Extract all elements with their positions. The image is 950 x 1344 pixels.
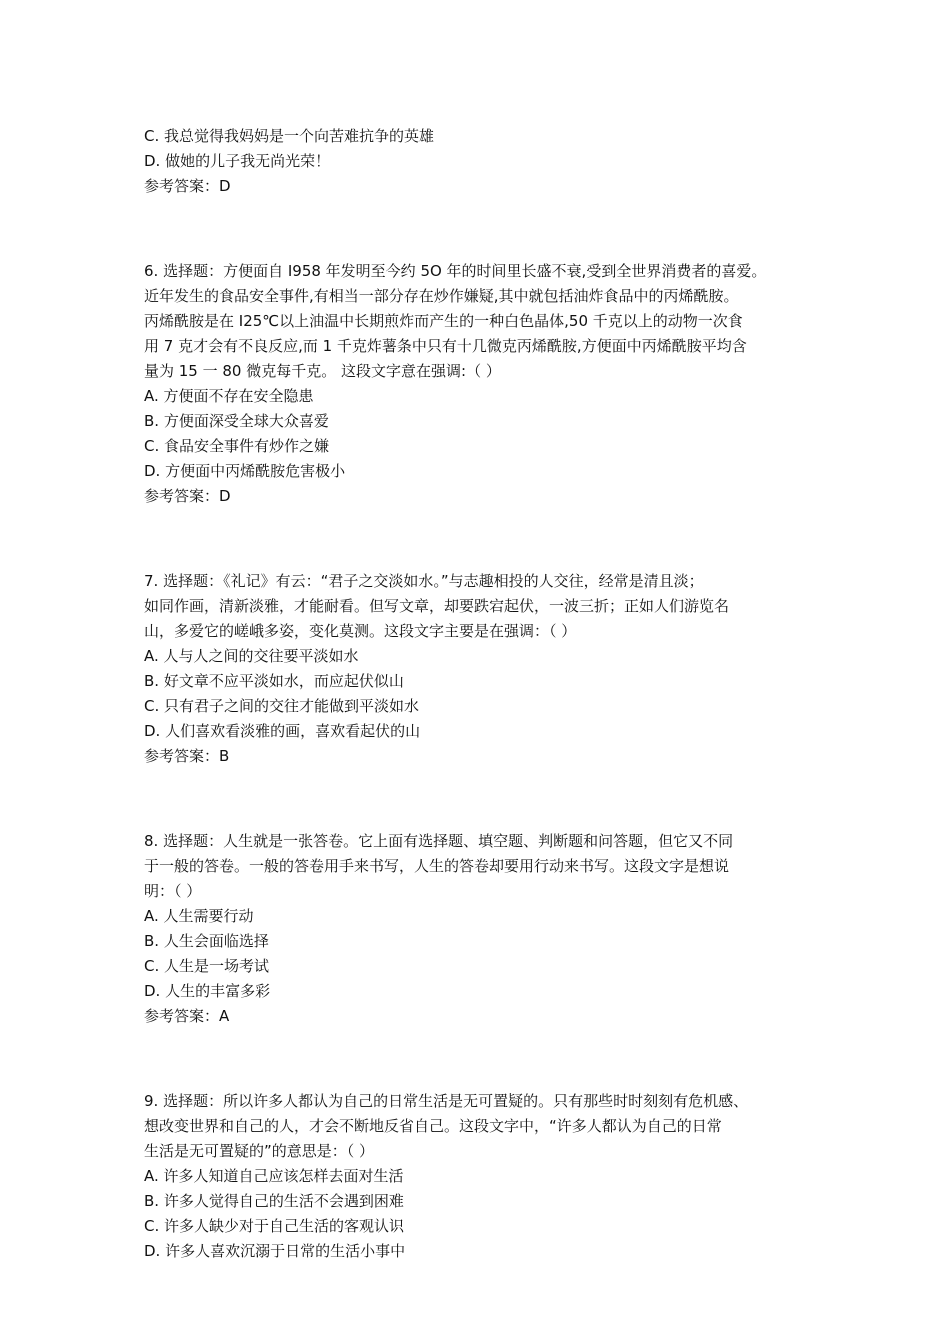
option-d: D. 人们喜欢看淡雅的画，喜欢看起伏的山 [144,722,421,740]
stem-line: 生活是无可置疑的”的意思是：（ ） [144,1142,375,1160]
option-c: C. 许多人缺少对于自己生活的客观认识 [144,1217,405,1235]
stem-line: 用 7 克才会有不良反应,而 1 千克炸薯条中只有十几微克丙烯酰胺,方便面中丙烯酰胺平均含 [144,337,747,355]
stem-line: 明：（ ） [144,882,202,900]
question-stem [144,569,834,644]
option-a: A. 方便面不存在安全隐患 [144,387,314,405]
question-9 [144,1089,834,1264]
reference-answer: 参考答案：D [144,177,231,195]
stem-line: 如同作画，清新淡雅，才能耐看。但写文章，却要跌宕起伏，一波三折；正如人们游览名 [144,597,730,615]
stem-line: 9. 选择题：所以许多人都认为自己的日常生活是无可置疑的。只有那些时时刻刻有危机感、 [144,1092,749,1110]
option-d: D. 许多人喜欢沉溺于日常的生活小事中 [144,1242,406,1260]
option-b: B. 好文章不应平淡如水，而应起伏似山 [144,672,404,690]
stem-line: 量为 15 一 80 微克每千克。 这段文字意在强调:（ ） [144,362,501,380]
option-b: B. 许多人觉得自己的生活不会遇到困难 [144,1192,404,1210]
question-stem [144,829,834,904]
question-8 [144,829,834,1029]
stem-line: 8. 选择题：人生就是一张答卷。它上面有选择题、填空题、判断题和问答题，但它又不同 [144,832,734,850]
stem-line: 7. 选择题：《礼记》有云：“君子之交淡如水。”与志趣相投的人交往，经常是清且淡； [144,572,704,590]
question-5-fragment [144,124,834,199]
question-stem [144,1089,834,1164]
question-7 [144,569,834,769]
question-stem [144,259,834,384]
option-a: A. 人与人之间的交往要平淡如水 [144,647,359,665]
option-d: D. 方便面中丙烯酰胺危害极小 [144,462,346,480]
spacer [144,199,834,259]
option-c: C. 只有君子之间的交往才能做到平淡如水 [144,697,420,715]
option-b: B. 方便面深受全球大众喜爱 [144,412,329,430]
question-6 [144,259,834,509]
reference-answer: 参考答案：B [144,747,230,765]
option-c: C. 人生是一场考试 [144,957,270,975]
option-c: C. 我总觉得我妈妈是一个向苦难抗争的英雄 [144,127,435,145]
stem-line: 6. 选择题：方便面自 I958 年发明至今约 5O 年的时间里长盛不衰,受到全世界消费者的喜爱。 [144,262,767,280]
reference-answer: 参考答案：D [144,487,231,505]
document-page [144,124,834,1264]
stem-line: 丙烯酰胺是在 I25℃以上油温中长期煎炸而产生的一种白色晶体,50 千克以上的动物一次食 [144,312,743,330]
spacer [144,769,834,829]
stem-line: 于一般的答卷。一般的答卷用手来书写，人生的答卷却要用行动来书写。这段文字是想说 [144,857,730,875]
option-b: B. 人生会面临选择 [144,932,269,950]
spacer [144,1029,834,1089]
stem-line: 近年发生的食品安全事件,有相当一部分存在炒作嫌疑,其中就包括油炸食品中的丙烯酰胺。 [144,287,739,305]
option-d: D. 做她的儿子我无尚光荣！ [144,152,331,170]
spacer [144,509,834,569]
reference-answer: 参考答案：A [144,1007,230,1025]
stem-line: 想改变世界和自己的人，才会不断地反省自己。这段文字中，“许多人都认为自己的日常 [144,1117,722,1135]
option-c: C. 食品安全事件有炒作之嫌 [144,437,330,455]
option-d: D. 人生的丰富多彩 [144,982,271,1000]
option-a: A. 许多人知道自己应该怎样去面对生活 [144,1167,404,1185]
option-a: A. 人生需要行动 [144,907,254,925]
stem-line: 山，多爱它的嵯峨多姿，变化莫测。这段文字主要是在强调：（ ） [144,622,577,640]
